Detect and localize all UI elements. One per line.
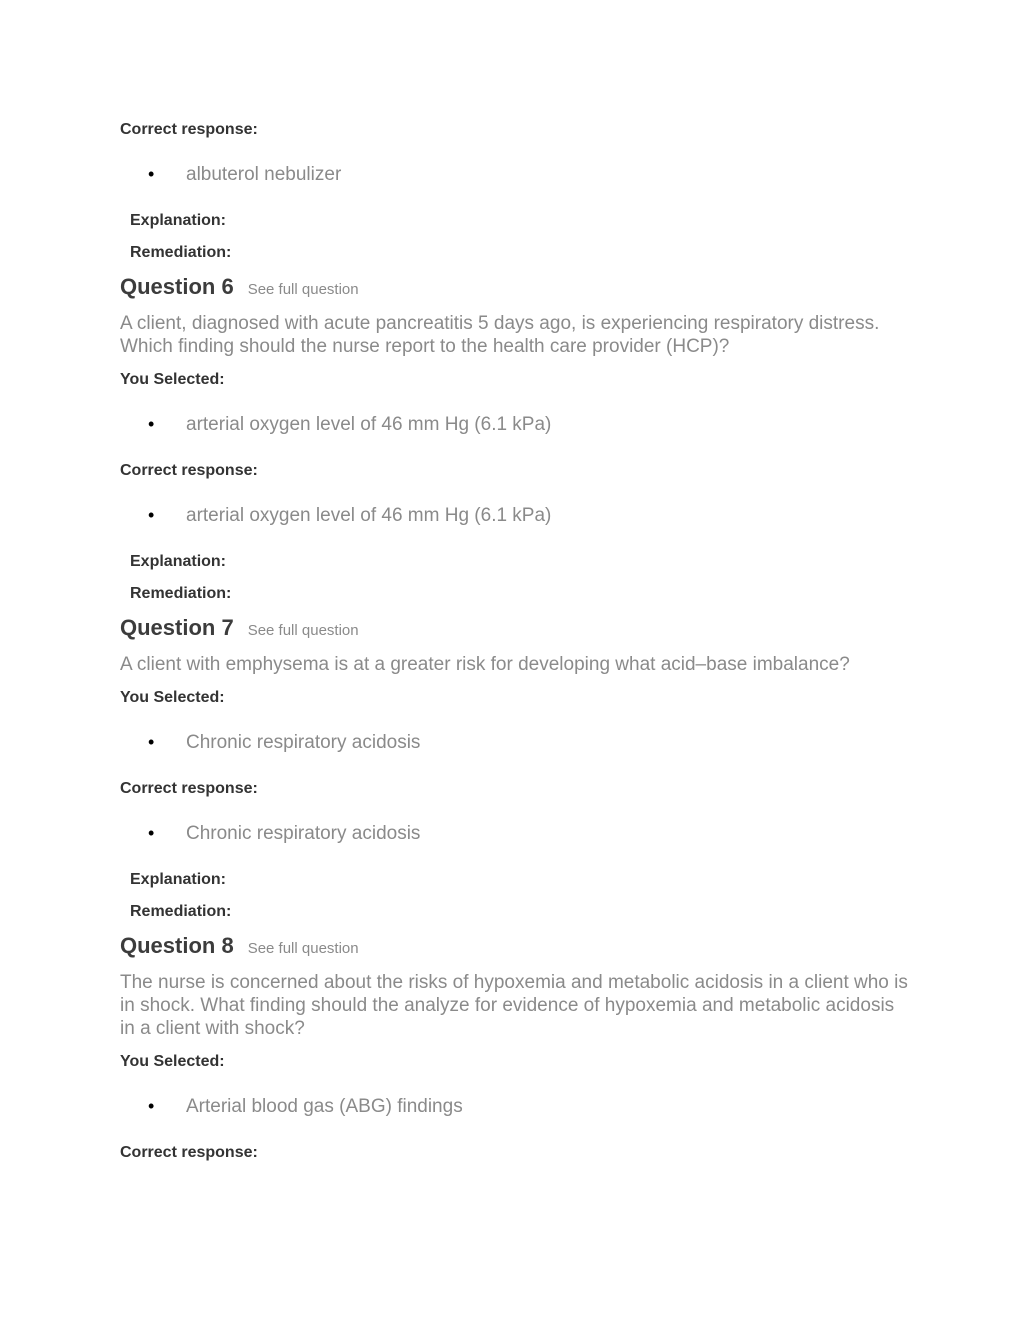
correct-response-label: Correct response:: [120, 1144, 258, 1161]
see-full-question-link[interactable]: See full question: [247, 622, 359, 639]
question-text: The nurse is concerned about the risks of hypoxemia and metabolic acidosis in a client who is in shock. What finding should the analyze for evidence of hypoxemia and metabolic acidosis in a client with shock?: [120, 972, 908, 1039]
explanation-label: Explanation:: [130, 871, 227, 888]
selected-answer: arterial oxygen level of 46 mm Hg (6.1 kPa): [186, 414, 552, 435]
correct-answer: albuterol nebulizer: [186, 164, 342, 185]
explanation-label: Explanation:: [130, 553, 227, 570]
you-selected-label: You Selected:: [120, 1053, 225, 1070]
remediation-label: Remediation:: [130, 903, 232, 920]
correct-response-label: Correct response:: [120, 780, 258, 797]
question-text: A client, diagnosed with acute pancreatitis 5 days ago, is experiencing respiratory distress. Which finding should the nurse report to the health care provider (HCP)?: [120, 313, 880, 357]
remediation-label: Remediation:: [130, 585, 232, 602]
remediation-label: Remediation:: [130, 244, 232, 261]
question-title: Question 7: [120, 615, 234, 640]
bullet-icon: •: [148, 505, 155, 525]
question-text: A client with emphysema is at a greater risk for developing what acid–base imbalance?: [120, 654, 850, 675]
question-title: Question 8: [120, 933, 234, 958]
bullet-icon: •: [148, 1096, 155, 1116]
selected-answer: Chronic respiratory acidosis: [186, 732, 421, 753]
correct-answer: arterial oxygen level of 46 mm Hg (6.1 kPa): [186, 505, 552, 526]
bullet-icon: •: [148, 414, 155, 434]
correct-answer: Chronic respiratory acidosis: [186, 823, 421, 844]
correct-response-label: Correct response:: [120, 121, 258, 138]
selected-answer: Arterial blood gas (ABG) findings: [186, 1096, 463, 1117]
you-selected-label: You Selected:: [120, 689, 225, 706]
bullet-icon: •: [148, 732, 155, 752]
bullet-icon: •: [148, 164, 155, 184]
see-full-question-link[interactable]: See full question: [247, 281, 359, 298]
correct-response-label: Correct response:: [120, 462, 258, 479]
explanation-label: Explanation:: [130, 212, 227, 229]
question-7-header: [120, 615, 359, 644]
bullet-icon: •: [148, 823, 155, 843]
you-selected-label: You Selected:: [120, 371, 225, 388]
see-full-question-link[interactable]: See full question: [247, 940, 359, 957]
question-title: Question 6: [120, 274, 234, 299]
question-6-header: [120, 274, 359, 303]
question-8-header: [120, 933, 359, 962]
